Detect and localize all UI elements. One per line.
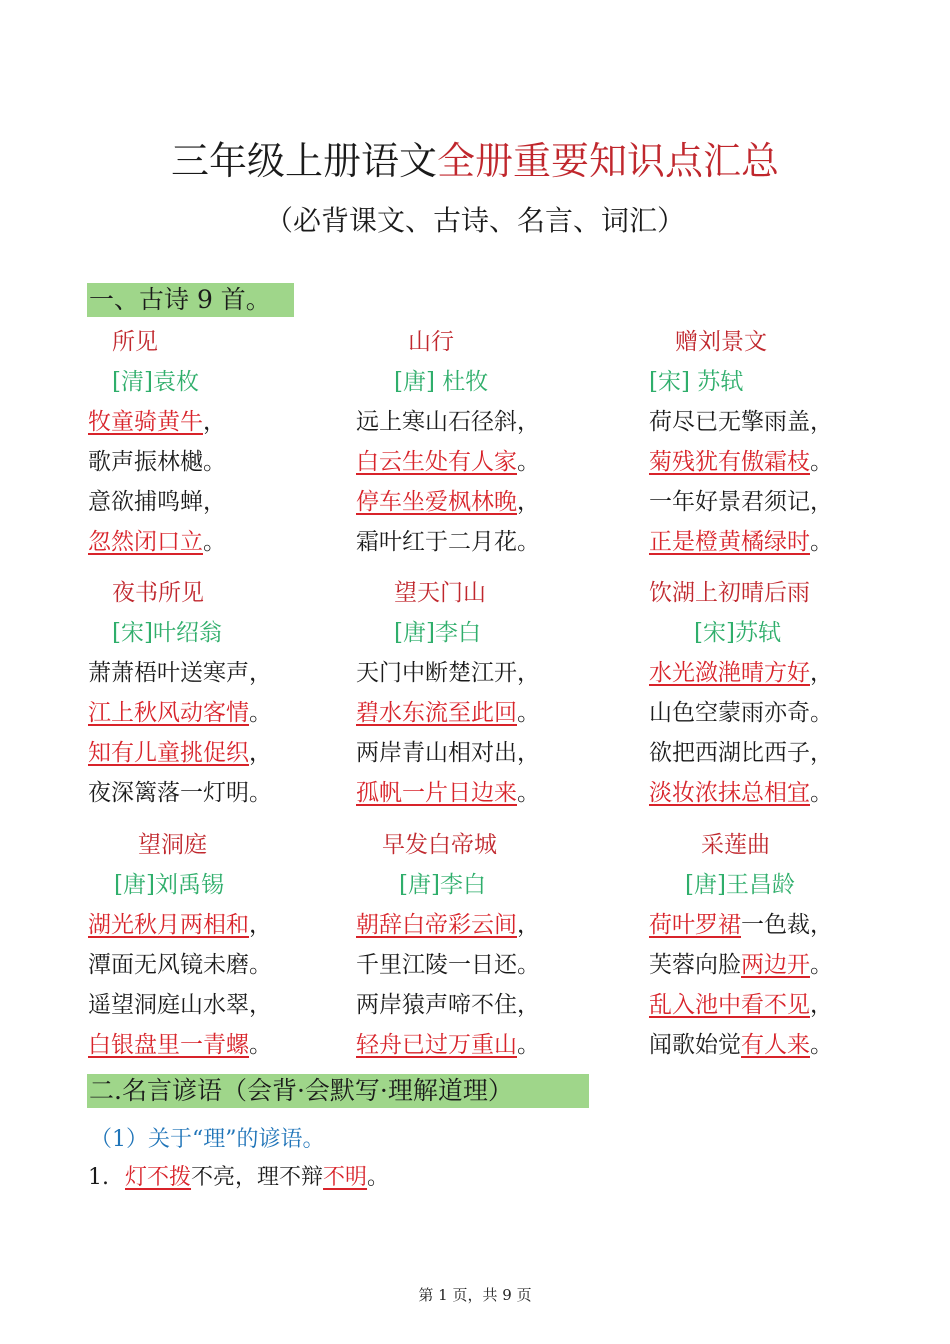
key-phrase: 忽然闭口立: [88, 529, 203, 555]
poem-line: [356, 522, 540, 562]
poem-line: [356, 945, 540, 985]
text-segment: ，: [203, 409, 226, 435]
poem-9: [649, 825, 833, 1065]
text-segment: 一年好景君须记，: [649, 489, 833, 515]
poem-line: [88, 442, 226, 482]
poem-line: [356, 985, 540, 1025]
poem-author: [宋]叶绍翁: [112, 620, 222, 646]
poem-line: [356, 733, 540, 773]
key-phrase: 两边开: [741, 952, 810, 978]
poem-title: 山行: [408, 329, 454, 355]
poem-title: 所见: [112, 329, 158, 355]
poem-8: [356, 825, 540, 1065]
title-black: 三年级上册语文: [170, 139, 437, 183]
text-segment: ，: [249, 740, 272, 766]
key-phrase: 不明: [323, 1165, 368, 1190]
text-segment: 芙蓉向脸: [649, 952, 741, 978]
poem-line: [649, 1025, 833, 1065]
key-phrase: 淡妆浓抹总相宜: [649, 780, 810, 806]
saying-text: [125, 1165, 389, 1190]
key-phrase: 朝辞白帝彩云间: [356, 912, 517, 938]
poem-line: [88, 653, 272, 693]
text-segment: 。: [249, 700, 272, 726]
page-subtitle: （必背课文、古诗、名言、词汇）: [264, 204, 685, 237]
poem-author: [清]袁枚: [112, 369, 199, 395]
text-segment: 山色空蒙雨亦奇。: [649, 700, 833, 726]
page-title: [0, 133, 950, 189]
poem-title: 早发白帝城: [382, 832, 497, 858]
text-segment: ，: [810, 660, 833, 686]
poem-title: 望洞庭: [138, 832, 207, 858]
poem-line: [356, 653, 540, 693]
poem-6: [649, 573, 833, 813]
poem-author: [唐]李白: [399, 872, 486, 898]
poem-line: [649, 442, 833, 482]
text-segment: 。: [810, 780, 833, 806]
poem-line: [88, 522, 226, 562]
poem-line: [356, 442, 540, 482]
text-segment: 。: [517, 780, 540, 806]
key-phrase: 水光潋滟晴方好: [649, 660, 810, 686]
text-segment: ，: [810, 992, 833, 1018]
poem-author: [宋]苏轼: [694, 620, 781, 646]
poem-title: 饮湖上初晴后雨: [649, 580, 810, 606]
poem-line: [649, 693, 833, 733]
key-phrase: 有人来: [741, 1032, 810, 1058]
key-phrase: 碧水东流至此回: [356, 700, 517, 726]
poem-line: [88, 773, 272, 813]
key-phrase: 白云生处有人家: [356, 449, 517, 475]
poem-line: [356, 402, 540, 442]
key-phrase: 停车坐爱枫林晚: [356, 489, 517, 515]
text-segment: 天门中断楚江开，: [356, 660, 540, 686]
poem-line: [649, 733, 833, 773]
key-phrase: 轻舟已过万重山: [356, 1032, 517, 1058]
poem-author: [唐]王昌龄: [685, 872, 795, 898]
section-heading-poems: 一、古诗 9 首。: [87, 283, 294, 317]
text-segment: 欲把西湖比西子，: [649, 740, 833, 766]
poem-line: [356, 905, 540, 945]
saying-number: 1.: [88, 1165, 109, 1190]
title-red: 全册重要知识点汇总: [437, 139, 780, 183]
text-segment: 两岸青山相对出，: [356, 740, 540, 766]
poem-7: [88, 825, 272, 1065]
poem-author: [唐]李白: [394, 620, 481, 646]
text-segment: 闻歌始觉: [649, 1032, 741, 1058]
text-segment: 歌声振林樾。: [88, 449, 226, 475]
key-phrase: 灯不拨: [125, 1165, 192, 1190]
key-phrase: 乱入池中看不见: [649, 992, 810, 1018]
poem-1: [88, 322, 226, 562]
poem-line: [88, 693, 272, 733]
key-phrase: 孤帆一片日边来: [356, 780, 517, 806]
key-phrase: 菊残犹有傲霜枝: [649, 449, 810, 475]
text-segment: 两岸猿声啼不住，: [356, 992, 540, 1018]
poem-line: [356, 482, 540, 522]
poem-title: 采莲曲: [701, 832, 770, 858]
poem-title: 夜书所见: [112, 580, 204, 606]
saying-item: [88, 1160, 389, 1196]
poem-title: 望天门山: [394, 580, 486, 606]
poem-line: [649, 522, 833, 562]
text-segment: 。: [517, 700, 540, 726]
poem-line: [88, 1025, 272, 1065]
poem-author: [宋] 苏轼: [649, 369, 744, 395]
poem-line: [356, 1025, 540, 1065]
key-phrase: 湖光秋月两相和: [88, 912, 249, 938]
poem-2: [356, 322, 540, 562]
poem-author: [唐] 杜牧: [394, 369, 489, 395]
key-phrase: 荷叶罗裙: [649, 912, 741, 938]
poem-line: [649, 905, 833, 945]
text-segment: 。: [367, 1165, 390, 1190]
text-segment: 不亮，理不辩: [191, 1165, 324, 1190]
text-segment: 。: [517, 449, 540, 475]
subsection-heading: （1）关于“理”的谚语。: [90, 1127, 325, 1152]
poem-4: [88, 573, 272, 813]
poem-line: [88, 402, 226, 442]
text-segment: 夜深篱落一灯明。: [88, 780, 272, 806]
poem-line: [356, 693, 540, 733]
page-footer: 第 1 页，共 9 页: [418, 1286, 532, 1304]
text-segment: 潭面无风镜未磨。: [88, 952, 272, 978]
text-segment: 。: [203, 529, 226, 555]
text-segment: 霜叶红于二月花。: [356, 529, 540, 555]
text-segment: 荷尽已无擎雨盖，: [649, 409, 833, 435]
text-segment: ，: [249, 912, 272, 938]
text-segment: 远上寒山石径斜，: [356, 409, 540, 435]
key-phrase: 牧童骑黄牛: [88, 409, 203, 435]
text-segment: 一色裁，: [741, 912, 833, 938]
text-segment: 。: [810, 449, 833, 475]
poem-author: [唐]刘禹锡: [114, 872, 224, 898]
key-phrase: 知有儿童挑促织: [88, 740, 249, 766]
poem-line: [649, 482, 833, 522]
text-segment: ，: [517, 489, 540, 515]
poem-line: [649, 945, 833, 985]
poem-line: [649, 402, 833, 442]
text-segment: ，: [517, 912, 540, 938]
poem-line: [88, 482, 226, 522]
text-segment: 千里江陵一日还。: [356, 952, 540, 978]
key-phrase: 正是橙黄橘绿时: [649, 529, 810, 555]
text-segment: 。: [517, 1032, 540, 1058]
text-segment: 。: [249, 1032, 272, 1058]
text-segment: 萧萧梧叶送寒声，: [88, 660, 272, 686]
poem-line: [88, 905, 272, 945]
key-phrase: 白银盘里一青螺: [88, 1032, 249, 1058]
text-segment: 遥望洞庭山水翠，: [88, 992, 272, 1018]
text-segment: 意欲捕鸣蝉，: [88, 489, 226, 515]
text-segment: 。: [810, 952, 833, 978]
poem-title: 赠刘景文: [675, 329, 767, 355]
poem-line: [649, 653, 833, 693]
text-segment: 。: [810, 1032, 833, 1058]
poem-3: [649, 322, 833, 562]
poem-5: [356, 573, 540, 813]
poem-line: [88, 733, 272, 773]
poem-line: [649, 773, 833, 813]
section-heading-sayings: 二.名言谚语（会背·会默写·理解道理）: [87, 1074, 589, 1108]
poem-line: [88, 945, 272, 985]
poem-line: [88, 985, 272, 1025]
poem-line: [356, 773, 540, 813]
poem-line: [649, 985, 833, 1025]
key-phrase: 江上秋风动客情: [88, 700, 249, 726]
text-segment: 。: [810, 529, 833, 555]
